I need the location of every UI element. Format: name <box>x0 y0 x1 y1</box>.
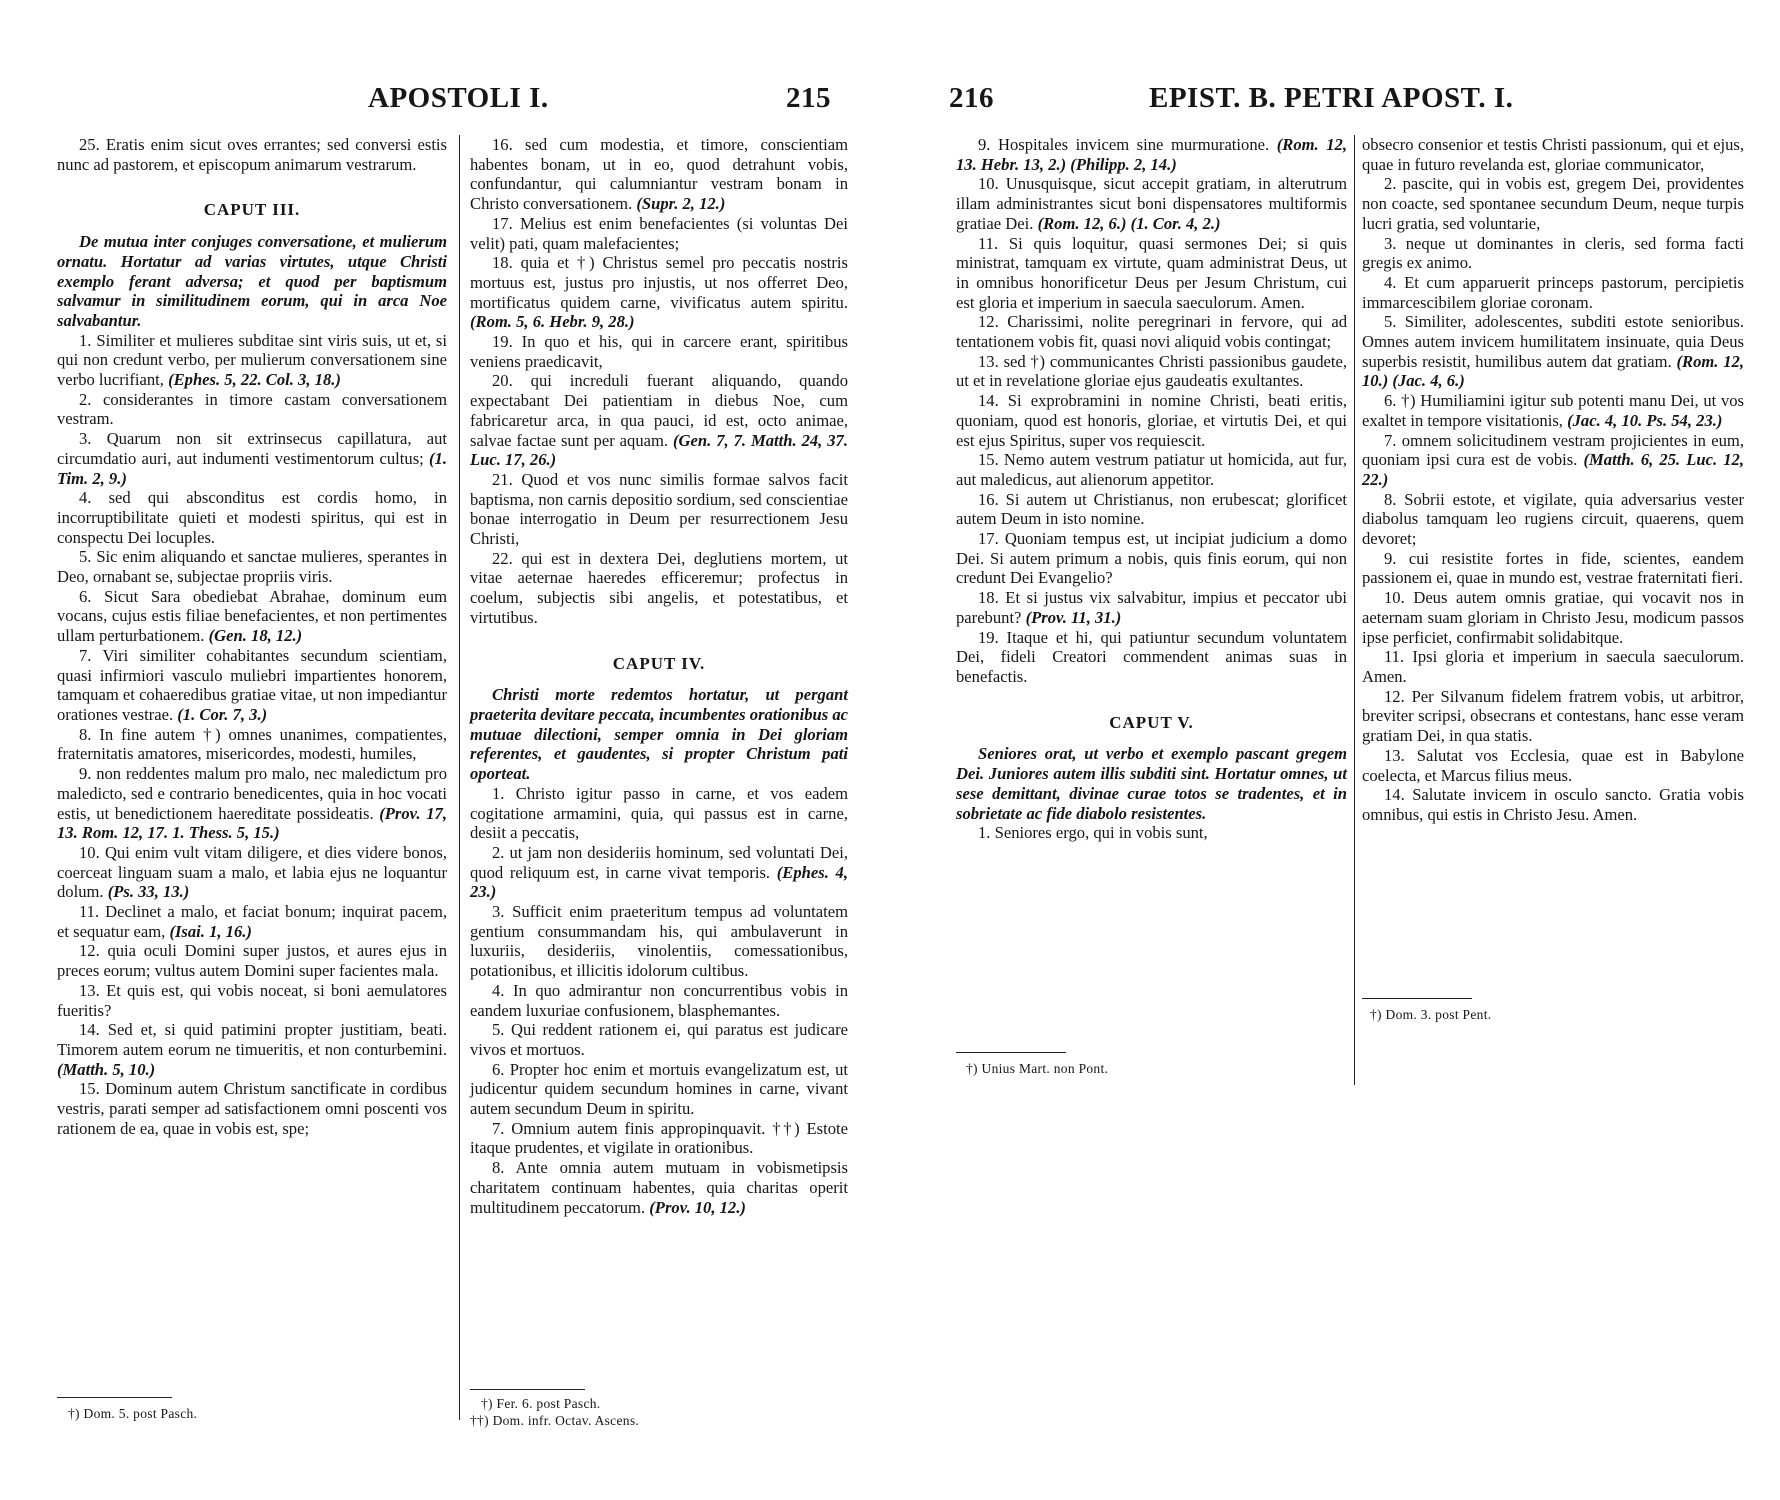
footnote-left-col1: †) Dom. 5. post Pasch. <box>68 1406 198 1421</box>
verse-text: 7. Omnium autem finis appropinquavit. ††) Estote itaque prudentes, et vigilate in orationibus. <box>470 1118 848 1158</box>
verse-text: 13. Et quis est, qui vobis noceat, si boni aemulatores fueritis? <box>57 980 447 1020</box>
verse <box>470 1119 848 1158</box>
verse-text: 1. Christo igitur passo in carne, et vos eadem cogitatione armamini, quia, qui passus est in carne, desiit a peccatis, <box>470 783 848 843</box>
left-column-1 <box>57 135 447 1138</box>
verse <box>57 488 447 547</box>
verse-text: 11. Declinet a malo, et faciat bonum; inquirat pacem, et sequatur eam, <box>57 902 447 941</box>
verse <box>956 174 1347 233</box>
scripture-reference: (Gen. 7, 7. Matth. 24, 37. Luc. 17, 26.) <box>470 430 848 470</box>
scripture-reference: (Jac. 4, 10. Ps. 54, 23.) <box>1567 410 1723 430</box>
footnote-rule-right-1 <box>956 1052 1066 1053</box>
verse-text: 10. Unusquisque, sicut accepit gratiam, in alterutrum illam administrantes sicut boni dispensatores multiformis gratiae Dei. <box>956 174 1347 233</box>
verse <box>956 529 1347 588</box>
verse <box>57 941 447 980</box>
verse-text: 12. Charissimi, nolite peregrinari in fervore, qui ad tentationem vobis fit, quasi novi aliquid vobis contingat; <box>956 312 1347 352</box>
verse <box>1362 312 1744 391</box>
verse <box>1362 135 1744 174</box>
verse <box>57 135 447 174</box>
scripture-reference: (Ps. 33, 13.) <box>107 882 190 902</box>
verse-text: 7. omnem solicitudinem vestram projicientes in eum, quoniam ipsi cura est de vobis. <box>1362 430 1744 470</box>
verse-text: 8. Ante omnia autem mutuam in vobismetipsis charitatem continuam habentes, quia charitas operit multitudinem peccatorum. <box>470 1158 848 1217</box>
verse-text: 4. Et cum apparuerit princeps pastorum, percipietis immarcescibilem gloriae coronam. <box>1362 272 1744 312</box>
verse-text: 10. Deus autem omnis gratiae, qui vocavit nos in aeternam suam gloriam in Christo Jesu, modicum passos ipse perficiet, confirmabit solidabitque. <box>1362 588 1744 647</box>
verse-text: obsecro consenior et testis Christi passionum, qui et ejus, quae in futuro revelanda est, gloriae communicator, <box>1362 135 1744 174</box>
footnote-right-col1: †) Unius Mart. non Pont. <box>966 1061 1109 1076</box>
verse-text: 4. sed qui absconditus est cordis homo, in incorruptibilitate quieti et modesti spiritus, qui est in conspectu Dei locuples. <box>57 488 447 547</box>
verse-text: 5. Qui reddent rationem ei, qui paratus est judicare vivos et mortuos. <box>470 1020 848 1059</box>
verse-text: 18. quia et †) Christus semel pro peccatis nostris mortuus est, justus pro injustis, ut nos offerret Deo, mortificatus quidem carne, vivificatus autem spiritu. <box>470 253 848 312</box>
footnote-left-col2-a: †) Fer. 6. post Pasch. <box>481 1396 601 1411</box>
scripture-reference: (Matth. 5, 10.) <box>57 1059 156 1079</box>
verse-text: 9. non reddentes malum pro malo, nec maledictum pro maledicto, sed e contrario benedicentes, quia in hoc vocati estis, ut benedictionem haereditate possideatis. <box>57 764 447 823</box>
verse <box>470 902 848 981</box>
scripture-reference: (Prov. 17, 13. Rom. 12, 17. 1. Thess. 5, 15.) <box>57 803 447 843</box>
verse <box>470 470 848 549</box>
verse <box>1362 174 1744 233</box>
scripture-reference: (Rom. 5, 6. Hebr. 9, 28.) <box>470 312 635 332</box>
verse <box>470 784 848 843</box>
verse-text: 25. Eratis enim sicut oves errantes; sed conversi estis nunc ad pastorem, et episcopum animarum vestrarum. <box>57 135 447 174</box>
scripture-reference: (Matth. 6, 25. Luc. 12, 22.) <box>1362 450 1744 489</box>
verse-text: 8. Sobrii estote, et vigilate, quia adversarius vester diabolus tamquam leo rugiens circuit, quaerens, quem devoret; <box>1362 489 1744 549</box>
verse-text: 19. In quo et his, qui in carcere erant, spiritibus veniens praedicavit, <box>470 332 848 371</box>
verse <box>956 391 1347 450</box>
verse <box>956 450 1347 489</box>
verse-text: 11. Ipsi gloria et imperium in saecula saeculorum. Amen. <box>1362 647 1744 686</box>
verse <box>1362 687 1744 746</box>
verse-text: 17. Melius est enim benefacientes (si voluntas Dei velit) pati, quam malefacientes; <box>470 213 848 253</box>
footnote-left-col2-b: ††) Dom. infr. Octav. Ascens. <box>470 1413 640 1428</box>
verse-text: 17. Quoniam tempus est, ut incipiat judicium a domo Dei. Si autem primum a nobis, quis finis eorum, qui non credunt Dei Evangelio? <box>956 529 1347 588</box>
right-page <box>900 0 1780 1500</box>
verse-text: 9. cui resistite fortes in fide, scientes, eandem passionem ei, quae in mundo est, vestrae fraternitati fieri. <box>1362 548 1744 588</box>
verse <box>57 646 447 725</box>
verse-text: 14. Si exprobramini in nomine Christi, beati eritis, quoniam, quod est honoris, gloriae, et virtutis Dei, et qui est ejus Spiritus, super vos requiescit. <box>956 391 1347 450</box>
footnote-rule-right-2 <box>1362 998 1472 999</box>
chapter-heading: CAPUT V. <box>1109 712 1194 732</box>
scripture-reference: (Ephes. 5, 22. Col. 3, 18.) <box>168 370 341 390</box>
verse <box>956 588 1347 627</box>
verse <box>1362 391 1744 430</box>
verse-text: 12. quia oculi Domini super justos, et aures ejus in preces eorum; vultus autem Domini super facientes mala. <box>57 941 447 981</box>
verse-text: 2. ut jam non desideriis hominum, sed voluntati Dei, quod reliquum est, in carne vivat temporis. <box>470 842 848 882</box>
scripture-reference: (Gen. 18, 12.) <box>208 626 303 646</box>
verse-text: 13. Salutat vos Ecclesia, quae est in Babylone coelecta, et Marcus filius meus. <box>1362 745 1744 785</box>
right-column-1 <box>956 135 1347 843</box>
verse-text: 2. pascite, qui in vobis est, gregem Dei, providentes non coacte, sed spontanee secundum Deum, neque turpis lucri gratia, sed voluntarie, <box>1362 174 1744 233</box>
verse-text: 4. In quo admirantur non concurrentibus vobis in eandem luxuriae confusionem, blasphemantes. <box>470 980 848 1020</box>
verse-text: 9. Hospitales invicem sine murmuratione. <box>978 135 1270 154</box>
verse <box>470 371 848 470</box>
verse <box>57 843 447 902</box>
footnote-rule-left-2 <box>470 1389 585 1390</box>
verse <box>1362 588 1744 647</box>
verse <box>470 135 848 214</box>
verse <box>470 1158 848 1217</box>
chapter-summary: De mutua inter conjuges conversatione, et mulierum ornatu. Hortatur ad varias virtutes, utque Christi exemplo ferant adversa; et quod per baptismum salvamur in similitudinem eorum, qui in arca Noe salvabantur. <box>57 232 447 330</box>
left-column-2 <box>470 135 848 1217</box>
verse <box>1362 273 1744 312</box>
verse <box>57 902 447 941</box>
verse <box>57 390 447 429</box>
verse <box>470 549 848 628</box>
verse-text: 12. Per Silvanum fidelem fratrem vobis, ut arbitror, breviter scripsi, obsecrans et contestans, hanc esse veram gratiam Dei, in qua statis. <box>1362 686 1744 746</box>
verse <box>1362 431 1744 490</box>
verse <box>956 135 1347 174</box>
verse <box>470 1060 848 1119</box>
scripture-reference: (Isai. 1, 16.) <box>169 921 252 941</box>
right-column-divider <box>1354 135 1355 1085</box>
verse-text: 6. Propter hoc enim et mortuis evangelizatum est, ut judicentur quidem secundum homines in carne, vivant autem secundum Deum in spiritu. <box>470 1059 848 1119</box>
verse <box>57 547 447 586</box>
scripture-reference: (Prov. 10, 12.) <box>649 1197 746 1217</box>
verse <box>1362 746 1744 785</box>
verse <box>956 490 1347 529</box>
right-page-number: 216 <box>949 82 994 114</box>
verse <box>956 352 1347 391</box>
verse <box>57 725 447 764</box>
verse-text: 3. Quarum non sit extrinsecus capillatura, aut circumdatio auri, aut indumenti vestimentorum cultus; <box>57 429 447 468</box>
scripture-reference: (Prov. 11, 31.) <box>1025 607 1122 627</box>
footnote-rule-left-1 <box>57 1397 172 1398</box>
chapter-summary: Christi morte redemtos hortatur, ut pergant praeterita devitare peccata, incumbentes orationibus ac mutuae dilectioni, semper omnia in Dei gloriam referentes, et gaudentes, si propter Christum pati oporteat. <box>470 685 848 784</box>
verse-text: 22. qui est in dextera Dei, deglutiens mortem, ut vitae aeternae haeredes efficeremur; profectus in coelum, subjectis sibi angelis, et potestatibus, et virtutibus. <box>470 548 848 627</box>
chapter-heading: CAPUT III. <box>203 200 301 220</box>
verse-text: 11. Si quis loquitur, quasi sermones Dei; si quis ministrat, tamquam ex virtute, quam administrat Deus, ut in omnibus honorificetur Deus per Jesum Christum, cui est gloria et imperium in saecula saeculorum. Amen. <box>956 233 1347 312</box>
footnote-right-col2: †) Dom. 3. post Pent. <box>1370 1007 1492 1022</box>
verse-text: 2. considerantes in timore castam conversationem vestram. <box>57 389 447 429</box>
right-column-2 <box>1362 135 1744 825</box>
verse-text: 6. Sicut Sara obediebat Abrahae, dominum eum vocans, cujus estis filiae benefacientes, et non pertimentes ullam perturbationem. <box>57 586 447 646</box>
verse <box>1362 785 1744 824</box>
verse <box>1362 234 1744 273</box>
verse-text: 15. Nemo autem vestrum patiatur ut homicida, aut fur, aut maledicus, aut alienorum appetitor. <box>956 450 1347 489</box>
left-running-title: APOSTOLI I. <box>368 82 549 114</box>
verse <box>57 764 447 843</box>
verse-text: 7. Viri similiter cohabitantes secundum scientiam, quasi infirmiori vasculo muliebri impartientes honorem, tamquam et cohaeredibus gratiae vitae, ut non impediantur orationes vestrae. <box>57 645 447 724</box>
right-running-title: EPIST. B. PETRI APOST. I. <box>1149 82 1514 114</box>
left-column-divider <box>459 135 460 1420</box>
verse-text: 16. Si autem ut Christianus, non erubescat; glorificet autem Deum in isto nomine. <box>956 489 1347 529</box>
verse-text: 1. Seniores ergo, qui in vobis sunt, <box>978 823 1208 843</box>
scripture-reference: (1. Tim. 2, 9.) <box>57 448 447 488</box>
verse <box>1362 490 1744 549</box>
scripture-reference: (Rom. 12, 6.) (1. Cor. 4, 2.) <box>1037 213 1221 233</box>
verse <box>57 331 447 390</box>
verse <box>57 1020 447 1079</box>
verse-text: 20. qui increduli fuerant aliquando, quando expectabant Dei patientiam in diebus Noe, cum fabricaretur arca, in qua pauci, id est, octo animae, salvae factae sunt per aquam. <box>470 371 848 450</box>
scripture-reference: (Rom. 12, 10.) (Jac. 4, 6.) <box>1362 351 1744 391</box>
verse <box>956 234 1347 313</box>
verse <box>57 1079 447 1138</box>
verse <box>470 214 848 253</box>
verse <box>470 981 848 1020</box>
verse-text: 3. neque ut dominantes in cleris, sed forma facti gregis ex animo. <box>1362 233 1744 273</box>
verse-text: 3. Sufficit enim praeteritum tempus ad voluntatem gentium consummandam his, qui ambulaverunt in luxuriis, desideriis, vinolentiis, comessationibus, potationibus, et illicitis idolorum cultibus. <box>470 902 848 981</box>
verse-text: 18. Et si justus vix salvabitur, impius et peccator ubi parebunt? <box>956 588 1347 627</box>
verse <box>470 253 848 332</box>
verse-text: 8. In fine autem †) omnes unanimes, compatientes, fraternitatis amatores, misericordes, modesti, humiles, <box>57 724 447 764</box>
verse-text: 14. Salutate invicem in osculo sancto. Gratia vobis omnibus, qui estis in Christo Jesu. Amen. <box>1362 785 1744 824</box>
verse <box>956 823 1347 843</box>
scripture-reference: (Rom. 12, 13. Hebr. 13, 2.) (Philipp. 2, 14.) <box>956 135 1347 174</box>
verse <box>470 1020 848 1059</box>
verse <box>1362 647 1744 686</box>
verse-text: 16. sed cum modestia, et timore, conscientiam habentes bonam, ut in eo, quod detrahunt vobis, confundantur, qui calumniantur vestram bonam in Christo conversationem. <box>470 135 848 214</box>
verse-text: 13. sed †) communicantes Christi passionibus gaudete, ut et in revelatione gloriae ejus gaudeatis exultantes. <box>956 351 1347 391</box>
verse <box>470 332 848 371</box>
verse <box>956 628 1347 687</box>
verse-text: 10. Qui enim vult vitam diligere, et dies videre bonos, coerceat linguam suam a malo, et labia ejus ne loquantur dolum. <box>57 842 447 902</box>
verse <box>57 981 447 1020</box>
verse-text: 1. Similiter et mulieres subditae sint viris suis, ut et, si qui non credunt verbo, per mulierum conversationem sine verbo lucrifiant, <box>57 330 447 390</box>
scripture-reference: (Supr. 2, 12.) <box>636 194 726 214</box>
verse <box>57 429 447 488</box>
verse-text: 5. Sic enim aliquando et sanctae mulieres, sperantes in Deo, ornabant se, subjectae propriis viris. <box>57 547 447 587</box>
verse <box>956 312 1347 351</box>
left-page-number: 215 <box>786 82 831 114</box>
verse-text: 6. †) Humiliamini igitur sub potenti manu Dei, ut vos exaltet in tempore visitationis, <box>1362 391 1744 430</box>
scripture-reference: (1. Cor. 7, 3.) <box>177 704 268 724</box>
chapter-summary: Seniores orat, ut verbo et exemplo pascant gregem Dei. Juniores autem illis subditi sint. Hortatur omnes, ut sese demittant, divinae curae totos se tradentes, et in sobrietate ac fide diabolo resistentes. <box>956 744 1347 823</box>
verse <box>470 843 848 902</box>
verse-text: 5. Similiter, adolescentes, subditi estote senioribus. Omnes autem invicem humilitatem insinuate, quia Deus superbis resistit, humilibus autem dat gratiam. <box>1362 312 1744 371</box>
chapter-heading: CAPUT IV. <box>612 653 706 673</box>
verse-text: 14. Sed et, si quid patimini propter justitiam, beati. Timorem autem eorum ne timueritis, et non conturbemini. <box>57 1020 447 1059</box>
verse <box>57 587 447 646</box>
verse <box>1362 549 1744 588</box>
verse-text: 21. Quod et vos nunc similis formae salvos facit baptisma, non carnis depositio sordium, sed conscientiae bonae interrogatio in Deum per resurrectionem Jesu Christi, <box>470 469 848 549</box>
verse-text: 15. Dominum autem Christum sanctificate in cordibus vestris, parati semper ad satisfactionem omni poscenti vos rationem de ea, quae in vobis est, spe; <box>57 1079 447 1138</box>
scripture-reference: (Ephes. 4, 23.) <box>470 862 848 902</box>
verse-text: 19. Itaque et hi, qui patiuntur secundum voluntatem Dei, fideli Creatori commendent animas suas in benefactis. <box>956 627 1347 686</box>
